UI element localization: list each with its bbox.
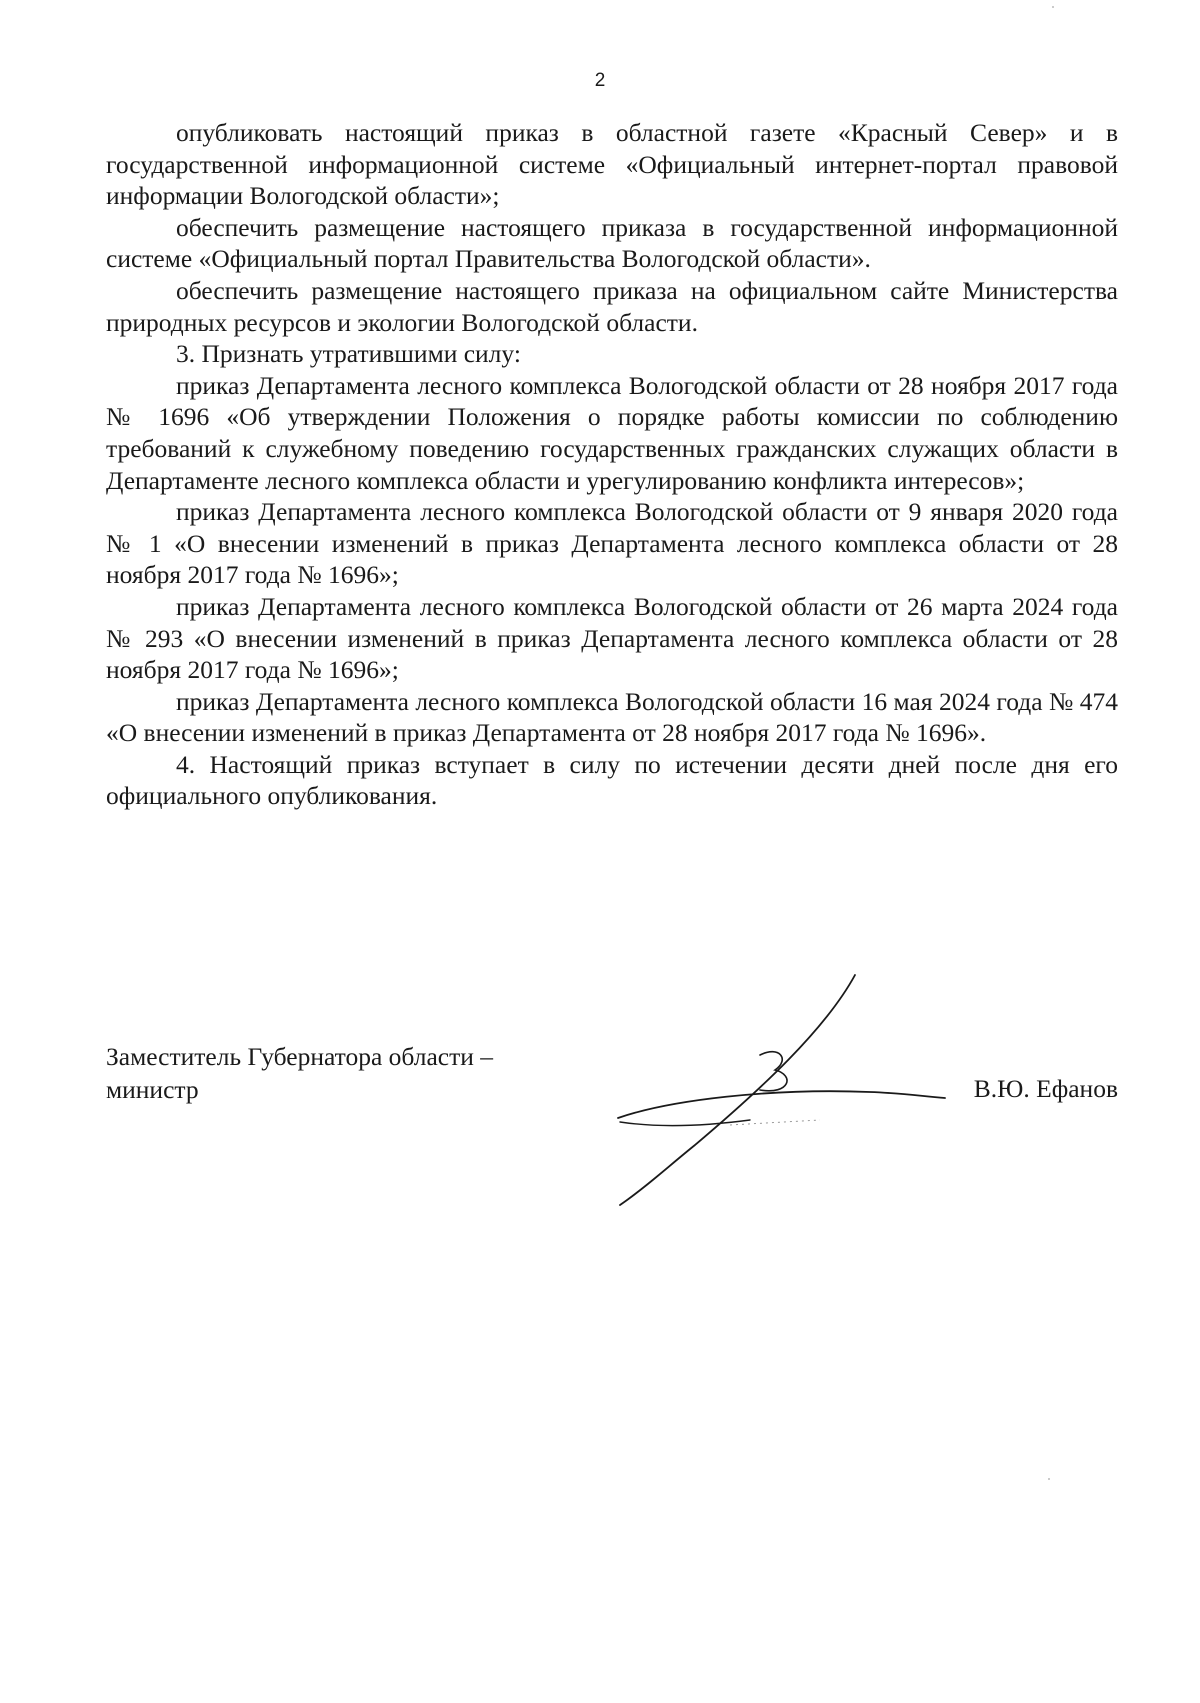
signatory-position-line2: министр xyxy=(106,1075,199,1104)
scan-speck xyxy=(1052,6,1054,8)
page-number: 2 xyxy=(594,70,606,91)
paragraph-order-474: приказ Департамента лесного комплекса Вологодской области 16 мая 2024 года № 474 «О внесении изменений в приказ Департамента от 28 ноября 2017 года № 1696». xyxy=(106,686,1118,748)
paragraph-order-1: приказ Департамента лесного комплекса Вологодской области от 9 января 2020 года № 1 «О внесении изменений в приказ Департамента лесного комплекса области от 28 ноября 2017 года № 1696»; xyxy=(106,497,1118,590)
scan-speck xyxy=(1048,1478,1050,1480)
paragraph-publish-portal: обеспечить размещение настоящего приказа в государственной информационной системе «Официальный портал Правительства Вологодской области». xyxy=(106,212,1118,274)
paragraph-item-3: 3. Признать утратившими силу: xyxy=(176,339,521,369)
paragraph-order-293: приказ Департамента лесного комплекса Вологодской области от 26 марта 2024 года № 293 «О внесении изменений в приказ Департамента лесного комплекса области от 28 ноября 2017 года № 1696»; xyxy=(106,591,1118,685)
paragraph-order-1696: приказ Департамента лесного комплекса Вологодской области от 28 ноября 2017 года № 1696 «Об утверждении Положения о порядке работы комиссии по соблюдению требований к служебному поведению государственных гражданских служащих области в Департаменте лесного комплекса области и урегулированию конфликта интересов»; xyxy=(106,370,1118,495)
handwritten-signature xyxy=(610,970,950,1210)
paragraph-publish-newspaper: опубликовать настоящий приказ в областной газете «Красный Север» и в государственной информационной системе «Официальный интернет-портал правовой информации Вологодской области»; xyxy=(106,118,1118,211)
signatory-name: В.Ю. Ефанов xyxy=(973,1074,1118,1103)
paragraph-item-4: 4. Настоящий приказ вступает в силу по истечении десяти дней после дня его официального опубликования. xyxy=(106,749,1118,811)
signatory-position xyxy=(106,1040,493,1106)
signatory-position-line1: Заместитель Губернатора области – xyxy=(106,1042,494,1071)
paragraph-publish-website: обеспечить размещение настоящего приказа на официальном сайте Министерства природных ресурсов и экологии Вологодской области. xyxy=(106,275,1118,337)
document-body xyxy=(106,117,1118,812)
